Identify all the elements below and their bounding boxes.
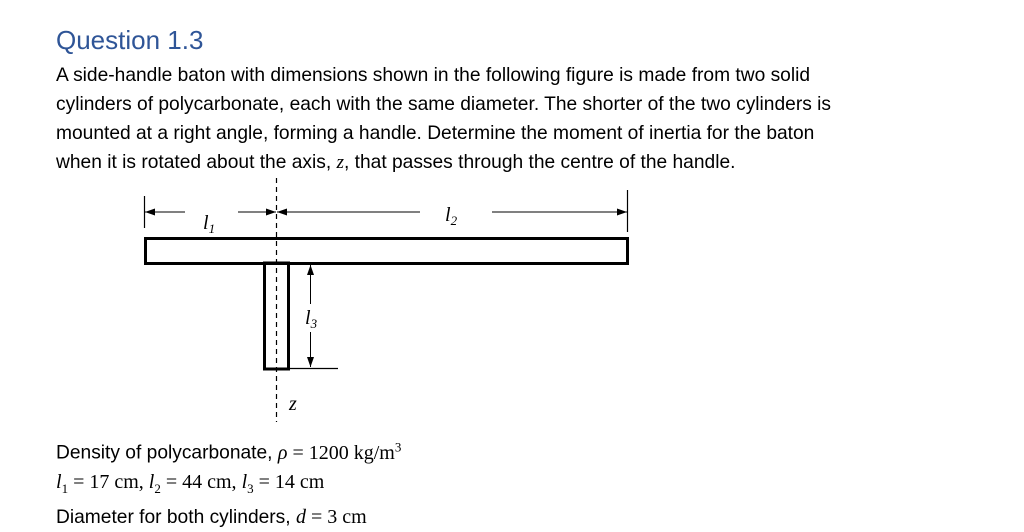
statement-line-2: cylinders of polycarbonate, each with the same diameter. The shorter of the two cylinders is bbox=[56, 94, 831, 115]
z-label: z bbox=[289, 393, 297, 415]
l3-label: $l_3$ bbox=[305, 307, 318, 331]
l1-label: $l_1$ bbox=[203, 212, 216, 236]
given-data bbox=[56, 432, 401, 532]
diameter-text: Diameter for both cylinders, bbox=[56, 506, 296, 528]
main-cylinder bbox=[146, 239, 628, 264]
diameter-line bbox=[56, 503, 401, 532]
statement-line-3: mounted at a right angle, forming a handle. Determine the moment of inertia for the baton bbox=[56, 123, 815, 144]
density-formula: ρ = 1200 $kg/m^3$ bbox=[277, 439, 402, 464]
axis-symbol: z bbox=[336, 152, 344, 173]
statement-line-1: A side-handle baton with dimensions shown in the following figure is made from two solid bbox=[56, 65, 811, 86]
question-title: Question 1.3 bbox=[56, 25, 204, 55]
lengths-line: $l_1 = 17$ cm, $l_2 = 44$ cm, $l_3 = 14$ cm bbox=[56, 470, 325, 496]
density-line bbox=[56, 432, 401, 468]
statement-line-4-start: when it is rotated about the axis, bbox=[56, 152, 337, 173]
density-text: Density of polycarbonate, bbox=[56, 442, 278, 464]
l2-label: $l_2$ bbox=[445, 204, 458, 228]
statement-line-4-end: , that passes through the centre of the handle. bbox=[343, 152, 736, 173]
diameter-formula: d = 3 cm bbox=[295, 505, 367, 528]
